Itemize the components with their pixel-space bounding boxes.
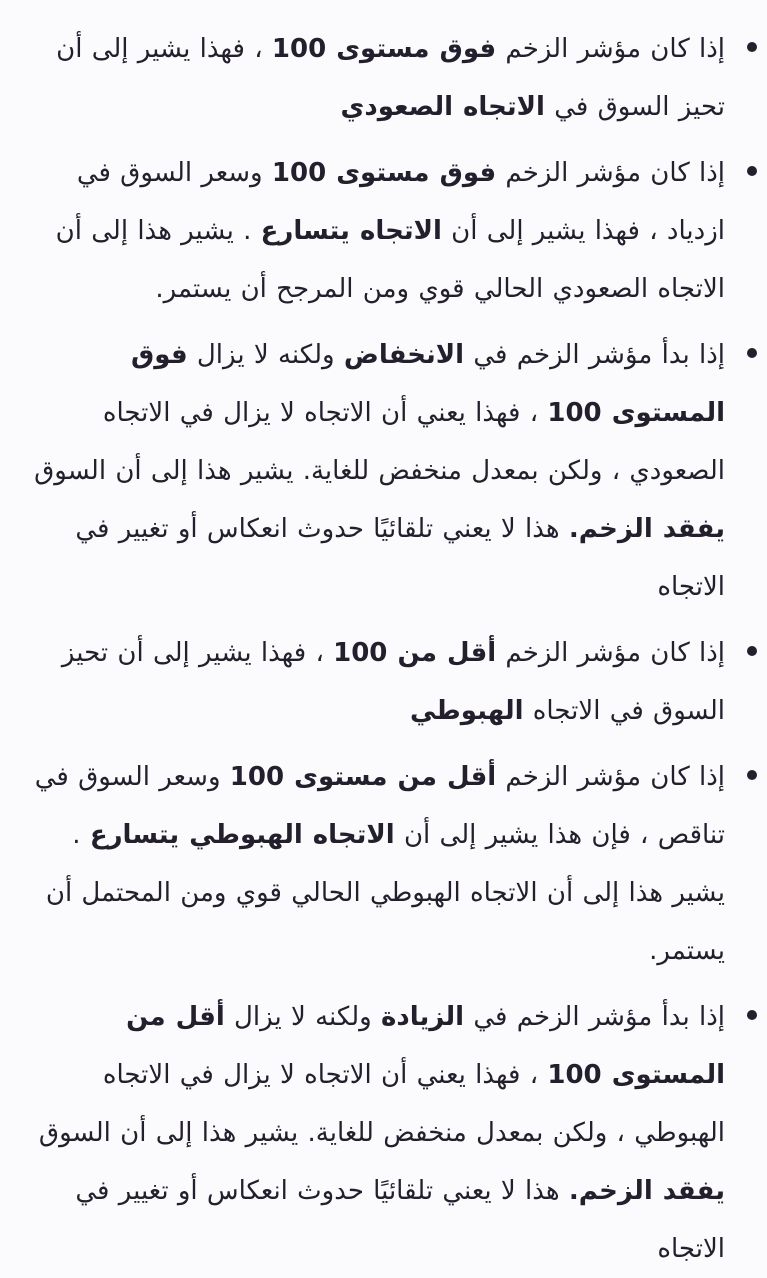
emphasis-text: يفقد الزخم. xyxy=(568,1176,725,1206)
bullet-list xyxy=(0,20,767,1278)
bullet-text xyxy=(30,624,725,740)
bullet-dot-icon xyxy=(747,770,757,780)
emphasis-text: فوق مستوى 100 xyxy=(271,34,497,64)
emphasis-text: الانخفاض xyxy=(343,340,465,370)
bullet-text xyxy=(30,748,725,980)
bullet-text xyxy=(30,988,725,1278)
bullet-item xyxy=(0,326,767,616)
bullet-dot-icon xyxy=(747,42,757,52)
body-text: . يشير هذا إلى أن الاتجاه الصعودي الحالي قوي ومن المرجح أن يستمر. xyxy=(55,216,725,304)
body-text: ، فهذا يعني أن الاتجاه لا يزال في الاتجاه الهبوطي ، ولكن بمعدل منخفض للغاية. يشير هذا إلى أن السوق xyxy=(38,1060,725,1148)
bullet-text xyxy=(30,144,725,318)
bullet-item xyxy=(0,988,767,1278)
body-text: إذا بدأ مؤشر الزخم في xyxy=(464,340,725,370)
body-text: وسعر السوق في تناقص ، فإن هذا يشير إلى أن xyxy=(34,762,725,850)
bullet-item xyxy=(0,20,767,136)
body-text: هذا لا يعني تلقائيًا حدوث انعكاس أو تغيير في الاتجاه xyxy=(75,514,725,602)
emphasis-text: فوق مستوى 100 xyxy=(271,158,497,188)
emphasis-text: الهبوطي xyxy=(410,696,524,726)
bullet-dot-icon xyxy=(747,1010,757,1020)
emphasis-text: الزيادة xyxy=(381,1002,465,1032)
bullet-item xyxy=(0,748,767,980)
body-text: إذا كان مؤشر الزخم xyxy=(496,762,725,792)
body-text: ولكنه لا يزال xyxy=(224,1002,381,1032)
body-text: إذا كان مؤشر الزخم xyxy=(496,34,725,64)
body-text: . يشير هذا إلى أن الاتجاه الهبوطي الحالي قوي ومن المحتمل أن يستمر. xyxy=(45,820,725,966)
body-text: إذا بدأ مؤشر الزخم في xyxy=(464,1002,725,1032)
emphasis-text: الاتجاه يتسارع xyxy=(260,216,442,246)
emphasis-text: أقل من المستوى 100 xyxy=(126,1002,725,1090)
body-text: هذا لا يعني تلقائيًا حدوث انعكاس أو تغيير في الاتجاه xyxy=(75,1176,725,1264)
bullet-dot-icon xyxy=(747,646,757,656)
emphasis-text: يفقد الزخم. xyxy=(568,514,725,544)
emphasis-text: فوق المستوى 100 xyxy=(131,340,725,428)
bullet-item xyxy=(0,624,767,740)
emphasis-text: الاتجاه الهبوطي يتسارع xyxy=(89,820,395,850)
emphasis-text: الاتجاه الصعودي xyxy=(340,92,545,122)
emphasis-text: أقل من 100 xyxy=(333,638,497,668)
body-text: وسعر السوق في ازدياد ، فهذا يشير إلى أن xyxy=(76,158,725,246)
body-text: إذا كان مؤشر الزخم xyxy=(496,158,725,188)
bullet-item xyxy=(0,144,767,318)
emphasis-text: أقل من مستوى 100 xyxy=(229,762,497,792)
bullet-dot-icon xyxy=(747,166,757,176)
bullet-text xyxy=(30,326,725,616)
bullet-text xyxy=(30,20,725,136)
bullet-dot-icon xyxy=(747,348,757,358)
body-text: ، فهذا يعني أن الاتجاه لا يزال في الاتجاه الصعودي ، ولكن بمعدل منخفض للغاية. يشير هذا إلى أن السوق xyxy=(34,398,725,486)
body-text: ولكنه لا يزال xyxy=(187,340,344,370)
body-text: ، فهذا يشير إلى أن تحيز السوق في xyxy=(56,34,725,122)
body-text: إذا كان مؤشر الزخم xyxy=(496,638,725,668)
body-text: ، فهذا يشير إلى أن تحيز السوق في الاتجاه xyxy=(61,638,725,726)
